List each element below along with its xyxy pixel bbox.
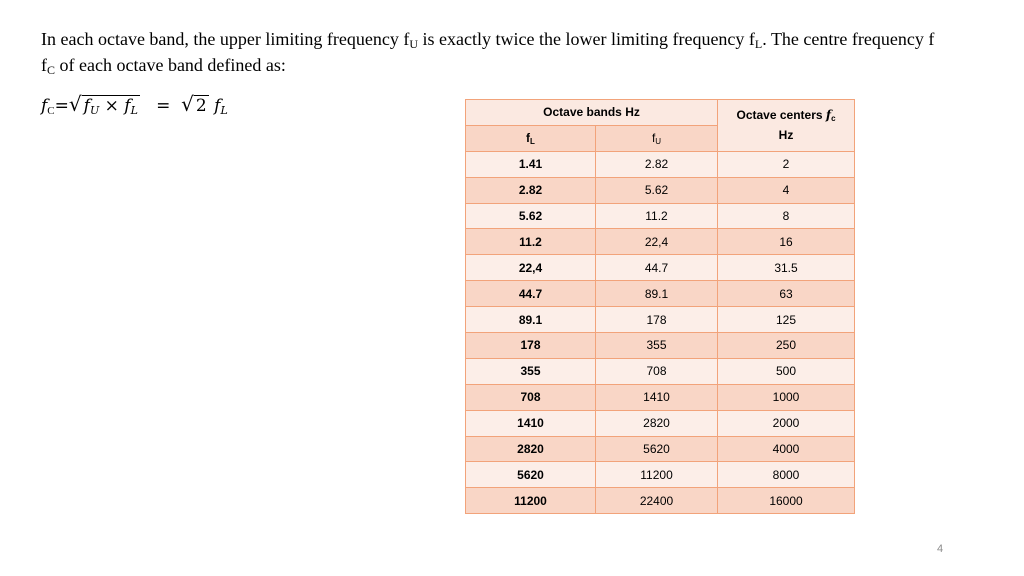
table-row (466, 488, 855, 514)
fu-cell: 11200 (596, 462, 718, 488)
fu-cell: 5620 (596, 436, 718, 462)
fu-cell: 355 (596, 333, 718, 359)
fl-cell: 11.2 (466, 229, 596, 255)
table-row (466, 384, 855, 410)
fu-cell: 11.2 (596, 203, 718, 229)
fu-cell: 44.7 (596, 255, 718, 281)
table-row (466, 307, 855, 333)
fc-cell: 1000 (718, 384, 855, 410)
octave-bands-header: Octave bands Hz (466, 100, 718, 126)
fc-cell: 31.5 (718, 255, 855, 281)
fc-cell: 16 (718, 229, 855, 255)
fu-cell: 22400 (596, 488, 718, 514)
table-row (466, 358, 855, 384)
octave-bands-table (465, 99, 855, 514)
fl-cell: 22,4 (466, 255, 596, 281)
fl-cell: 11200 (466, 488, 596, 514)
fc-cell: 250 (718, 333, 855, 359)
fl-cell: 355 (466, 358, 596, 384)
fl-cell: 5.62 (466, 203, 596, 229)
table-row (466, 410, 855, 436)
page-number: 4 (937, 543, 944, 555)
fc-cell: 8000 (718, 462, 855, 488)
fc-cell: 8 (718, 203, 855, 229)
table-row (466, 436, 855, 462)
table-row (466, 177, 855, 203)
fu-cell: 89.1 (596, 281, 718, 307)
fl-header: $f_L$ (466, 125, 596, 151)
fu-cell: 178 (596, 307, 718, 333)
intro-paragraph: In each octave band, the upper limiting frequency $f_U$ is exactly twice the lower limiting frequency $f_L$. The centre frequency f $f_C$ of each octave band defined as: (41, 29, 935, 77)
fc-cell: 500 (718, 358, 855, 384)
centre-frequency-formula: $f_C=√$ $f_U \times f_L$ = √ 2 $f_L$ (41, 92, 228, 117)
fl-cell: 5620 (466, 462, 596, 488)
fu-cell: 1410 (596, 384, 718, 410)
fc-cell: 16000 (718, 488, 855, 514)
fc-cell: 63 (718, 281, 855, 307)
square-root: √ $f_U \times f_L$ (68, 92, 138, 117)
fu-cell: 22,4 (596, 229, 718, 255)
fc-cell: 2000 (718, 410, 855, 436)
fl-cell: 2820 (466, 436, 596, 462)
fc-cell: 4 (718, 177, 855, 203)
table-row (466, 203, 855, 229)
table-row (466, 281, 855, 307)
fu-header: $f_U$ (596, 125, 718, 151)
table-row (466, 333, 855, 359)
fl-cell: 1410 (466, 410, 596, 436)
fl-cell: 708 (466, 384, 596, 410)
fl-cell: 44.7 (466, 281, 596, 307)
table-row (466, 229, 855, 255)
fc-cell: 2 (718, 151, 855, 177)
fl-cell: 1.41 (466, 151, 596, 177)
table-row (466, 151, 855, 177)
fc-cell: 4000 (718, 436, 855, 462)
fu-cell: 5.62 (596, 177, 718, 203)
fl-cell: 89.1 (466, 307, 596, 333)
fl-cell: 2.82 (466, 177, 596, 203)
octave-centers-header: Octave centers $f_c$ Hz (718, 100, 855, 152)
fc-cell: 125 (718, 307, 855, 333)
fu-cell: 708 (596, 358, 718, 384)
table-row (466, 255, 855, 281)
fl-cell: 178 (466, 333, 596, 359)
fu-cell: 2.82 (596, 151, 718, 177)
table-row (466, 462, 855, 488)
fu-cell: 2820 (596, 410, 718, 436)
